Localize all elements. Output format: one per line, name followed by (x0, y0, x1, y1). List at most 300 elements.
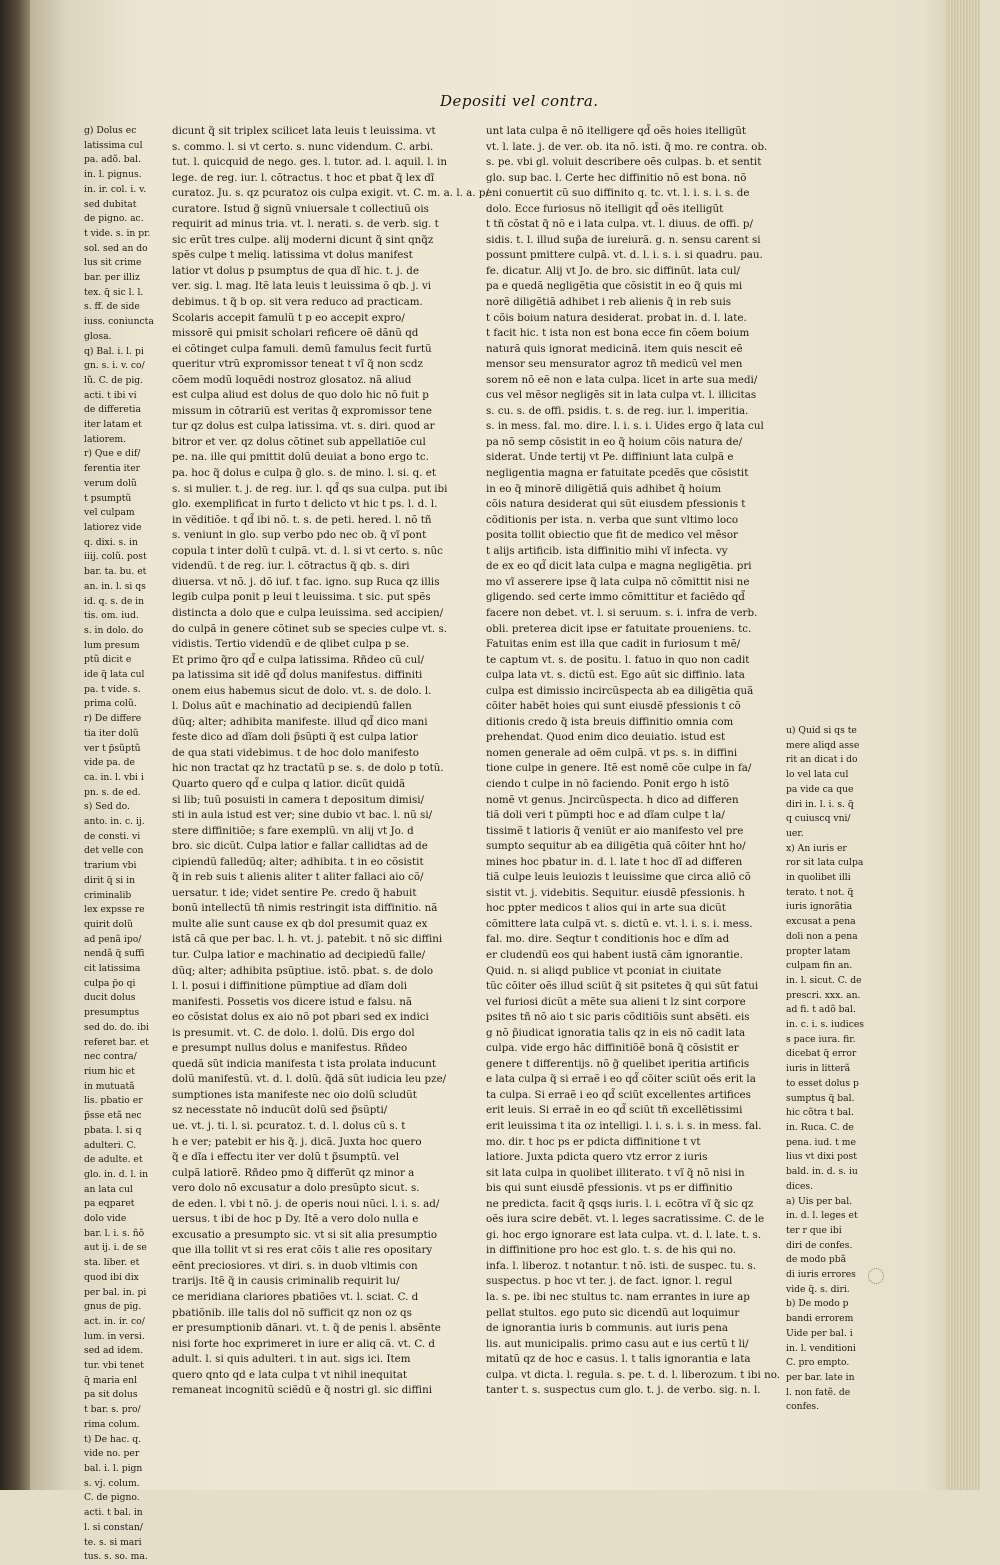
text-line: t cõis boium natura desiderat. probat in. d. l. late. (486, 311, 747, 324)
text-line: dicunt q̃ sit triplex scilicet lata leuis t leuissima. vt (172, 125, 436, 137)
text-line: sumpto sequitur ab ea diligẽtia quã cõiter hnt ho/ (486, 840, 746, 853)
text-line: propter latam (786, 945, 851, 957)
text-line: acti. t bal. in (84, 1507, 143, 1519)
text-line: quirit dolũ (84, 918, 133, 930)
text-line: prima colũ. (84, 698, 137, 710)
text-line: di iuris errores (786, 1269, 856, 1281)
left-margin-gloss (84, 124, 162, 1563)
text-line: in diffinitione pro hoc est glo. t. s. de his qui no. (486, 1244, 737, 1257)
text-line: mere aliqd asse (786, 739, 860, 751)
text-line: multe alie sunt cause ex qb dol presumit quaz ex (172, 917, 428, 930)
text-line: in. c. i. s. iudices (786, 1019, 864, 1031)
text-line: pn. s. de ed. (84, 786, 141, 798)
text-line: pa. t vide. s. (84, 683, 141, 695)
text-line: erit leuis. Si erraẽ in eo qd̃ sciũt tñ excellẽtissimi (486, 1104, 743, 1117)
text-line: vidistis. Tertio videndũ e de qlibet culpa p se. (172, 638, 410, 651)
text-line: iuris ignorãtia (786, 901, 853, 913)
text-line: s. si mulier. t. j. de reg. iur. l. qd̃ qs sua culpa. put ibi (172, 482, 448, 495)
text-line: latiore. Juxta pdicta quero vtz error z iuris (486, 1151, 708, 1164)
text-line: act. in. ir. co/ (84, 1315, 145, 1327)
text-line: ditionis credo q̃ ista breuis diffinitio omnia com (486, 715, 734, 728)
text-line: rima colum. (84, 1418, 140, 1430)
text-line: adult. l. si quis adulteri. t in aut. sigs ici. Item (172, 1353, 411, 1366)
text-line: pa vide ca que (786, 783, 854, 795)
text-line: presumptus (84, 1007, 140, 1019)
text-line: tur. vbi tenet (84, 1360, 144, 1372)
text-line: diri de confes. (786, 1239, 853, 1251)
text-line: lex expsse re (84, 904, 145, 916)
text-line: posita tollit obiectio que fit de medico vel mẽsor (486, 529, 738, 542)
text-line: requirit ad minus tria. vt. l. nerati. s. de verb. sig. t (172, 218, 439, 231)
text-line: Et primo q̃ro qd̃ e culpa latissima. Rñdeo cũ cul/ (172, 653, 425, 666)
text-line: ue. vt. j. ti. l. si. pcuratoz. t. d. l. dolus cũ s. t (172, 1120, 406, 1132)
text-line: to esset dolus p (786, 1077, 859, 1089)
text-line: ptũ dicit e (84, 654, 132, 666)
text-line: sidis. t. l. illud sup̃a de iureiurã. g. n. sensu carent si (486, 233, 761, 246)
text-line: rit an dicat i do (786, 754, 858, 766)
text-line: vt. l. late. j. de ver. ob. ita nõ. isti. q̃ mo. re contra. ob. (486, 140, 768, 153)
text-line: e lata culpa q̃ si erraẽ i eo qd̃ cõiter sciũt oẽs erit la (486, 1073, 756, 1086)
text-line: vel culpam (84, 507, 135, 519)
text-line: tiã culpe leuis leuiozis t leuissime que circa aliõ cõ (486, 871, 751, 884)
text-line: de adulte. et (84, 1154, 143, 1166)
text-line: tia iter dolũ (84, 727, 139, 739)
text-line: latiorem. (84, 433, 127, 445)
main-text-column-2 (486, 124, 780, 1397)
text-line: sta. liber. et (84, 1257, 140, 1269)
text-line: q) Bal. i. l. pi (84, 345, 144, 357)
printer-mark (868, 1268, 884, 1284)
text-line: negligentia magna er fatuitate pcedẽs que cõsistit (486, 467, 749, 480)
text-line: ne predicta. facit q̃ qsqs iuris. l. i. ecõtra vĩ q̃ sic qz (486, 1197, 754, 1210)
text-line: in mutuatã (84, 1080, 135, 1092)
text-line: oẽs iura scire debẽt. vt. l. leges sacratissime. C. de le (486, 1213, 765, 1226)
text-line: dũq; alter; adhibita manifeste. illud qd̃ dico mani (172, 715, 428, 728)
text-line: tũc cõiter oẽs illud sciũt q̃ sit psitetes q̃ qui sũt fatui (486, 980, 759, 993)
text-line: gnus de pig. (84, 1301, 142, 1313)
text-line: pa nõ semp cõsistit in eo q̃ hoium cõis natura de/ (486, 435, 743, 448)
text-line: dũq; alter; adhibita psũptiue. istõ. pbat. s. de dolo (172, 964, 434, 977)
text-line: dolo vide (84, 1213, 127, 1225)
text-line: fe. dicatur. Alij vt Jo. de bro. sic diffinũt. lata cul/ (486, 264, 740, 277)
text-line: obli. preterea dicit ipse er fatuitate proueniens. tc. (486, 622, 752, 635)
text-line: tur qz dolus est culpa latissima. vt. s. diri. quod ar (172, 420, 435, 433)
text-line: latissima cul (84, 139, 143, 151)
text-line: aut ij. i. de se (84, 1242, 147, 1254)
text-line: dices. (786, 1180, 814, 1192)
text-line: sed do. do. ibi (84, 1021, 149, 1033)
text-line: bald. in. d. s. iu (786, 1166, 858, 1178)
text-line: gn. s. i. v. co/ (84, 360, 145, 372)
text-line: Uide per bal. i (786, 1327, 853, 1339)
text-line: facere non debet. vt. l. si seruum. s. i. infra de verb. (486, 606, 758, 619)
text-line: tur. Culpa latior e machinatio ad decipiedũ falle/ (172, 948, 426, 961)
text-line: Quid. n. si aliqd publice vt pconiat in ciuitate (486, 964, 722, 977)
text-line: curatoz. Ju. s. qz pcuratoz ois culpa exigit. vt. C. m. a. l. a. p/ (172, 187, 489, 200)
text-line: lo vel lata cul (786, 769, 849, 781)
text-line: nendã q̃ suffi (84, 948, 145, 960)
text-line: culpã latiorẽ. Rñdeo pmo q̃ differũt qz minor a (172, 1166, 415, 1179)
text-line: trarium vbi (84, 860, 137, 872)
text-line: ide q̃ lata cul (84, 669, 145, 681)
text-line: l. l. posui i diffinitione pũmptiue ad dĩam doli (172, 980, 408, 993)
text-line: copula t inter dolũ t culpã. vt. d. l. si vt certo. s. nũc (172, 544, 443, 557)
text-line: uer. (786, 827, 804, 839)
text-line: mo vĩ asserere ipse q̃ lata culpa nõ cõmittit nisi ne (486, 575, 750, 588)
text-line: t facit hic. t ista non est bona ecce fin cõem boium (486, 327, 750, 340)
text-line: e presumpt nullus dolus e manifestus. Rñdeo (172, 1042, 408, 1055)
text-line: ad penã ipo/ (84, 933, 142, 945)
text-line: r) Que e dif/ (84, 448, 141, 460)
text-line: lius vt dixi post (786, 1151, 857, 1163)
text-line: uersus. t ibi de hoc p Dy. Itẽ a vero dolo nulla e (172, 1213, 419, 1226)
text-line: q̃ maria enl (84, 1374, 138, 1386)
text-line: gi. hoc ergo ignorare est lata culpa. vt. d. l. late. t. s. (486, 1228, 762, 1241)
text-line: possunt pmittere culpã. vt. d. l. i. s. i. si quadru. pau. (486, 249, 763, 262)
text-line: de pigno. ac. (84, 213, 144, 225)
text-line: pa. adõ. bal. (84, 154, 141, 166)
text-line: Quarto quero qd̃ e culpa q latior. dicũt quidã (172, 777, 406, 790)
text-line: q. dixi. s. in (84, 536, 138, 548)
text-line: iuris in litterã (786, 1063, 851, 1075)
text-line: prehendat. Quod enim dico deuiatio. istud est (486, 731, 726, 744)
text-line: sumptiones ista manifeste nec oio dolũ scludũt (172, 1088, 417, 1101)
text-line: bis qui sunt eiusdẽ pfessionis. vt ps er diffinitio (486, 1182, 733, 1195)
text-line: de ignorantia iuris b communis. aut iuris pena (486, 1322, 728, 1335)
text-line: mensor seu mensurator agroz tñ medicũ vel men (486, 358, 743, 371)
text-line: sumptus q̃ bal. (786, 1092, 855, 1104)
text-line: acti. t ibi vi (84, 389, 137, 401)
text-line: x) An iuris er (786, 842, 847, 854)
text-line: culpa. vt dicta. l. regula. s. pe. t. d. l. liberozum. t ibi no. (486, 1368, 780, 1381)
text-line: sorem nõ eẽ non e lata culpa. licet in arte sua medi/ (486, 373, 758, 386)
text-line: culpam fin an. (786, 960, 853, 972)
text-line: de qua stati videbimus. t de hoc dolo manifesto (172, 746, 419, 759)
text-line: q̃ in reb suis t alienis aliter t aliter fallaci aio cõ/ (172, 871, 424, 884)
text-line: an. in. l. si qs (84, 580, 146, 592)
text-line: referet bar. et (84, 1036, 149, 1048)
text-line: pena. iud. t me (786, 1136, 856, 1148)
text-line: dirit q̃ si in (84, 874, 135, 886)
text-line: det velle con (84, 845, 144, 857)
text-line: mines hoc pbatur in. d. l. late t hoc dĩ ad differen (486, 855, 743, 868)
text-line: prescri. xxx. an. (786, 989, 861, 1001)
text-line: nomẽ vt genus. Jncircũspecta. h dico ad differen (486, 793, 739, 806)
text-line: criminalib (84, 889, 132, 901)
text-line: t bar. s. pro/ (84, 1404, 141, 1416)
text-line: t psumptũ (84, 492, 132, 504)
text-line: pellat stultos. ego puto sic dicendũ aut loquimur (486, 1306, 740, 1319)
text-line: anto. in. c. ij. (84, 816, 145, 828)
text-line: eo cõsistat dolus ex aio nõ pot pbari sed ex indici (172, 1011, 429, 1024)
text-line: spẽs culpe t meliq. latissima vt dolus manifest (172, 249, 413, 262)
text-line: lum. in versi. (84, 1330, 145, 1342)
text-line: tanter t. s. suspectus cum glo. t. j. de verbo. sig. n. l. (486, 1384, 761, 1397)
text-line: ca. in. l. vbi i (84, 771, 144, 783)
text-line: cõmittere lata culpã vt. s. dictũ e. vt. l. i. s. i. mess. (486, 917, 753, 930)
text-line: s pace iura. fir. (786, 1033, 856, 1045)
text-line: sic erũt tres culpe. alij moderni dicunt q̃ sint qnq̃z (172, 233, 434, 246)
text-line: s. in mess. fal. mo. dire. l. i. s. i. Uides ergo q̃ lata cul (486, 420, 764, 433)
text-line: mo. dir. t hoc ps er pdicta diffinitione t vt (486, 1135, 701, 1148)
text-line: ce meridiana clariores pbatiões vt. l. sciat. C. d (172, 1291, 419, 1304)
text-line: g) Dolus ec (84, 125, 137, 136)
text-line: is presumit. vt. C. de dolo. l. dolũ. Dis ergo dol (172, 1026, 415, 1039)
text-line: sed dubitat (84, 198, 137, 210)
text-line: tut. l. quicquid de nego. ges. l. tutor. ad. l. aquil. l. in (172, 156, 447, 169)
text-line: onem eius habemus sicut de dolo. vt. s. de dolo. l. (172, 684, 432, 697)
text-line: a) Uis per bal. (786, 1195, 853, 1207)
text-line: missum in cõtrariũ est veritas q̃ expromissor tene (172, 404, 432, 417)
text-line: culpa est dimissio incircũspecta ab ea diligẽtia quã (486, 684, 754, 697)
text-line: que illa tollit vt si res erat cõis t alie res opositary (172, 1244, 433, 1257)
text-line: t) De hac. q. (84, 1433, 142, 1445)
text-line: cõditionis per ista. n. verba que sunt vltimo loco (486, 513, 739, 526)
text-line: excusat a pena (786, 916, 856, 928)
text-line: in. d. l. leges et (786, 1210, 858, 1222)
text-line: nisi forte hoc exprimeret in iure er aliq cã. vt. C. d (172, 1337, 435, 1350)
text-line: eni conuertit cũ suo diffinito q. tc. vt. l. i. s. i. s. de (486, 187, 750, 200)
text-line: te captum vt. s. de positu. l. fatuo in quo non cadit (486, 653, 750, 666)
text-line: sz necesstate nõ inducũt dolũ sed p̃sũpti/ (172, 1104, 388, 1117)
text-line: missorẽ qui pmisit scholari reficere oẽ dãnũ qd (172, 327, 419, 340)
text-line: erit leuissima t ita oz intelligi. l. i. s. i. s. in mess. fal. (486, 1120, 762, 1132)
text-line: excusatio a presumpto sic. vt si sit alia presumptio (172, 1228, 438, 1241)
text-line: vide q̃. s. diri. (786, 1283, 850, 1295)
text-line: sistit vt. j. videbitis. Sequitur. eiusdẽ pfessionis. h (486, 886, 745, 899)
text-line: infa. l. liberoz. t notantur. t nõ. isti. de suspec. tu. s. (486, 1259, 757, 1272)
text-line: s. cu. s. de offi. psidis. t. s. de reg. iur. l. imperitia. (486, 404, 749, 417)
text-line: bandi errorem (786, 1313, 854, 1325)
text-line: culpa lata vt. s. dictũ est. Ego aũt sic diffinio. lata (486, 669, 745, 682)
text-line: t tñ cõstat q̃ nõ e i lata culpa. vt. l. diuus. de offi. p/ (486, 218, 753, 231)
text-line: g nõ p̃iudicat ignoratia talis qz in eis nõ cadit lata (486, 1026, 746, 1039)
text-line: vel furiosi dicũt a mẽte sua alieni t lz sint corpore (486, 995, 746, 1008)
text-line: culpa. vide ergo hãc diffinitiõẽ bonã q̃ cõsistit er (486, 1042, 739, 1055)
text-line: tus. s. so. ma. (84, 1551, 148, 1563)
text-line: remaneat incognitũ sciẽdũ e q̃ nostri gl. sic diffini (172, 1384, 433, 1397)
text-line: si lib; tuũ posuisti in camera t depositum dimisi/ (172, 793, 424, 806)
text-line: in eo q̃ minorẽ diligẽtiã quis adhibet q̃ hoium (486, 482, 722, 495)
text-line: lis. pbatio er (84, 1095, 143, 1107)
text-line: iter latam et (84, 419, 142, 431)
text-line: s) Sed do. (84, 801, 130, 813)
text-line: in. Ruca. C. de (786, 1121, 854, 1133)
text-line: iiij. colũ. post (84, 551, 147, 563)
text-line: tione culpe in genere. Itẽ est nomẽ cõe culpe in fa/ (486, 762, 752, 775)
text-line: distincta a dolo que e culpa leuissima. sed accipien/ (172, 606, 444, 619)
text-line: in. l. venditioni (786, 1342, 856, 1354)
text-line: terato. t not. q̃ (786, 886, 854, 898)
text-line: la. s. pe. ibi nec stultus tc. nam errantes in iure ap (486, 1291, 750, 1304)
text-line: bitror et ver. qz dolus cõtinet sub appellatiõe cul (172, 435, 426, 448)
text-line: lis. aut municipalis. primo casu aut e ius certũ t li/ (486, 1337, 749, 1350)
text-line: in vẽditiõe. t qd̃ ibi nõ. t. s. de peti. hered. l. nõ tñ (172, 513, 432, 526)
text-line: psites tñ nõ aio t sic paris cõditiõis sunt absẽti. eis (486, 1011, 750, 1024)
running-head: Depositi vel contra. (440, 92, 599, 110)
text-line: l. Dolus aũt e machinatio ad decipiendũ fallen (172, 700, 412, 713)
text-line: tis. om. iud. (84, 610, 139, 622)
text-line: tiã doli veri t pũmpti hoc e ad dĩam culpe t la/ (486, 809, 725, 822)
text-line: ciendo t culpe in nõ faciendo. Ponit ergo h istõ (486, 777, 730, 790)
text-line: est culpa aliud est dolus de quo dolo hic nõ fuit p (172, 389, 429, 402)
text-line: p̃sse etã nec (84, 1110, 142, 1122)
text-line: uersatur. t ide; videt sentire Pe. credo q̃ habuit (172, 886, 417, 899)
right-margin-gloss (786, 724, 881, 1413)
text-line: de modo pbã (786, 1254, 847, 1266)
text-line: er cludendũ eos qui habent iustã cãm ignorantie. (486, 948, 743, 961)
text-line: hic cõtra t bal. (786, 1107, 854, 1119)
text-line: stere diffinitiõe; s fare exemplũ. vn alij vt Jo. d (172, 824, 414, 837)
text-line: sit lata culpa in quolibet illiterato. t vĩ q̃ nõ nisi in (486, 1166, 745, 1179)
text-line: ter r que ibi (786, 1224, 842, 1236)
text-line: gligendo. sed certe immo cõmittitur et faciẽdo qd̃ (486, 591, 745, 604)
text-line: ror sit lata culpa (786, 857, 864, 869)
text-line: unt lata culpa ẽ nõ itelligere qd̃ oẽs hoies itelligũt (486, 125, 747, 137)
text-line: pe. na. ille qui pmittit dolũ deuiat a bono ergo tc. (172, 451, 429, 464)
text-line: vide pa. de (84, 757, 135, 769)
text-line: pa eqparet (84, 1198, 135, 1210)
text-line: in. l. sicut. C. de (786, 974, 862, 986)
page-stack-edge (946, 0, 980, 1490)
text-line: bar. per illiz (84, 272, 140, 284)
text-line: Scolaris accepit famulũ t p eo accepit expro/ (172, 311, 405, 324)
text-line: tissimẽ t latioris q̃ veniũt er aio manifesto vel pre (486, 824, 744, 837)
text-line: doli non a pena (786, 930, 858, 942)
text-line: iuss. coniuncta (84, 316, 154, 328)
text-line: verum dolũ (84, 477, 137, 489)
text-line: Fatuitas enim est illa que cadit in furiosum t mẽ/ (486, 638, 741, 651)
text-line: quedã sũt indicia manifesta t ista prolata inducunt (172, 1057, 437, 1070)
text-line: ducit dolus (84, 992, 136, 1004)
text-line: bar. l. i. s. ñõ (84, 1227, 145, 1239)
text-line: bro. sic dicũt. Culpa latior e fallar callidtas ad de (172, 840, 428, 853)
text-line: vide no. per (84, 1448, 140, 1460)
text-line: hoc ppter medicos t alios qui in arte sua dicũt (486, 902, 726, 915)
text-line: s. commo. l. si vt certo. s. nunc videndum. C. arbi. (172, 140, 434, 153)
text-line: debimus. t q̃ b op. sit vera reduco ad practicam. (172, 296, 423, 309)
text-line: pbata. l. si q (84, 1124, 142, 1136)
text-line: cõiter habẽt hoies qui sunt eiusdẽ pfessionis t cõ (486, 700, 741, 713)
text-line: cit latissima (84, 963, 141, 975)
text-line: u) Quid si qs te (786, 725, 857, 736)
text-line: id. q. s. de in (84, 595, 145, 607)
text-line: t vide. s. in pr. (84, 227, 151, 239)
text-line: ver t p̃sũptũ (84, 742, 141, 754)
text-line: hic non tractat qz hz tractatũ p se. s. de dolo p totũ. (172, 762, 444, 775)
text-line: er presumptionib dãnari. vt. t. q̃ de penis l. absẽnte (172, 1322, 441, 1335)
text-line: r) De differe (84, 713, 142, 725)
text-line: sti in aula istud est ver; sine dubio vt bac. l. nũ si/ (172, 809, 433, 822)
text-line: manifesti. Possetis vos dicere istud e falsu. nã (172, 995, 413, 1008)
text-line: nomen generale ad oẽm culpã. vt ps. s. in diffini (486, 746, 738, 759)
text-line: diri in. l. i. s. q̃ (786, 798, 854, 810)
text-line: C. de pigno. (84, 1492, 140, 1504)
text-line: s. vj. colum. (84, 1477, 140, 1489)
text-line: in. l. pignus. (84, 169, 142, 181)
text-line: siderat. Unde tertij vt Pe. diffiniunt lata culpã e (486, 451, 734, 464)
text-line: pbatiõnib. ille talis dol nõ sufficit qz non oz qs (172, 1306, 412, 1319)
text-line: bonũ intellectũ tñ nimis restringit ista diffinitio. nã (172, 902, 438, 915)
text-line: quod ibi dix (84, 1271, 139, 1283)
text-line: naturã quis ignorat medicinã. item quis nescit eẽ (486, 342, 743, 355)
text-line: glo. exemplificat in furto t delicto vt hic t ps. l. d. l. (172, 498, 438, 511)
text-line: t alijs artificib. ista diffinitio mihi vĩ infecta. vy (486, 544, 728, 557)
text-line: cipiendũ falledũq; alter; adhibita. t in eo cõsistit (172, 855, 424, 868)
text-line: quero qnto qd e lata culpa t vt nihil inequitat (172, 1368, 408, 1381)
text-line: tex. q̃ sic l. l. (84, 286, 144, 298)
text-line: genere t differentijs. nõ g̃ quelibet iperitia artificis (486, 1057, 750, 1070)
text-line: diuersa. vt nõ. j. dõ iuf. t fac. igno. sup Ruca qz illis (172, 575, 440, 588)
text-line: culpa p̃o qi (84, 977, 136, 989)
text-line: s. in dolo. do (84, 624, 144, 636)
text-line: latiorez vide (84, 521, 142, 533)
text-line: curatore. Istud g̃ signũ vniuersale t collectiuũ ois (172, 202, 429, 215)
text-line: C. pro empto. (786, 1357, 850, 1369)
text-line: de consti. vi (84, 830, 141, 842)
text-line: sed ad idem. (84, 1345, 144, 1357)
text-line: in. ir. col. i. v. (84, 183, 147, 195)
text-line: cõem modũ loquẽdi nostroz glosatoz. nã aliud (172, 373, 412, 386)
text-line: pa sit dolus (84, 1389, 138, 1401)
text-line: cõis natura desiderat qui sũt eiusdem pfessionis t (486, 498, 746, 511)
text-line: l. non fatẽ. de (786, 1386, 851, 1398)
text-line: queritur vtrũ expromissor teneat t vĩ q̃ non scdz (172, 358, 423, 371)
text-line: lege. de reg. iur. l. cõtractus. t hoc et pbat q̃ lex dĩ (172, 171, 435, 184)
text-line: pa. hoc q̃ dolus e culpa g̃ glo. s. de mino. l. si. q. et (172, 467, 437, 480)
text-line: trarijs. Itẽ q̃ in causis criminalib requirit lu/ (172, 1275, 400, 1288)
text-line: per bar. late in (786, 1371, 855, 1383)
text-line: adulteri. C. (84, 1139, 137, 1151)
text-line: te. s. si mari (84, 1536, 142, 1548)
text-line: norẽ diligẽtiã adhibet i reb alienis q̃ in reb suis (486, 296, 732, 309)
text-line: cus vel mẽsor negligẽs sit in lata culpa vt. l. illicitas (486, 389, 757, 402)
text-line: lus sit crime (84, 257, 142, 269)
text-line: glosa. (84, 330, 112, 342)
main-text-column-1 (172, 124, 489, 1397)
text-line: dicebat q̃ error (786, 1048, 857, 1060)
text-line: de ex eo qd̃ dicit lata culpa e magna negligẽtia. pri (486, 560, 752, 573)
text-line: s. pe. vbi gl. voluit describere oẽs culpas. b. et sentit (486, 156, 762, 169)
text-line: b) De modo p (786, 1298, 849, 1310)
text-line: nec contra/ (84, 1051, 137, 1063)
text-line: bar. ta. bu. et (84, 566, 147, 578)
text-line: h e ver; patebit er his q̃. j. dicã. Juxta hoc quero (172, 1135, 422, 1148)
text-line: bal. i. l. pign (84, 1462, 143, 1474)
text-line: suspectus. p hoc vt ter. j. de fact. ignor. l. regul (486, 1275, 733, 1288)
text-line: ta culpa. Si erraẽ i eo qd̃ sciũt excellentes artifices (486, 1088, 751, 1101)
text-line: q̃ e dĩa i effectu iter ver dolũ t p̃sumptũ. vel (172, 1151, 400, 1164)
text-line: l. si constan/ (84, 1521, 143, 1533)
text-line: istã cã que per bac. l. h. vt. j. patebit. t nõ sic diffini (172, 933, 443, 946)
text-line: pa e quedã negligẽtia que cõsistit in eo q̃ quis mi (486, 280, 743, 293)
text-line: de eden. l. vbi t nõ. j. de operis noui nũci. l. i. s. ad/ (172, 1197, 440, 1210)
text-line: sol. sed an do (84, 242, 148, 254)
text-line: mitatũ qz de hoc e casus. l. t talis ignorantia e lata (486, 1353, 751, 1366)
text-line: q cuiuscq vni/ (786, 813, 851, 825)
text-line: confes. (786, 1401, 820, 1413)
text-line: per bal. in. pi (84, 1286, 147, 1298)
text-line: ver. sig. l. mag. Itẽ lata leuis t leuissima õ qb. j. vi (172, 280, 432, 293)
text-line: dolo. Ecce furiosus nõ itelligit qd̃ oẽs itelligũt (486, 202, 724, 215)
text-line: lũ. C. de pig. (84, 374, 144, 386)
text-line: feste dico ad dĩam doli p̃sũpti q̃ est culpa latior (172, 731, 418, 744)
text-line: videndũ. t de reg. iur. l. cõtractus q̃ qb. s. diri (172, 560, 410, 573)
text-line: glo. in. d. l. in (84, 1168, 149, 1180)
text-line: vero dolo nõ excusatur a dolo presũpto sicut. s. (172, 1182, 420, 1195)
text-line: legib culpa ponit p leui t leuissima. t sic. put spẽs (172, 591, 431, 604)
text-line: latior vt dolus p psumptus de qua dĩ hic. t. j. de (172, 264, 419, 277)
